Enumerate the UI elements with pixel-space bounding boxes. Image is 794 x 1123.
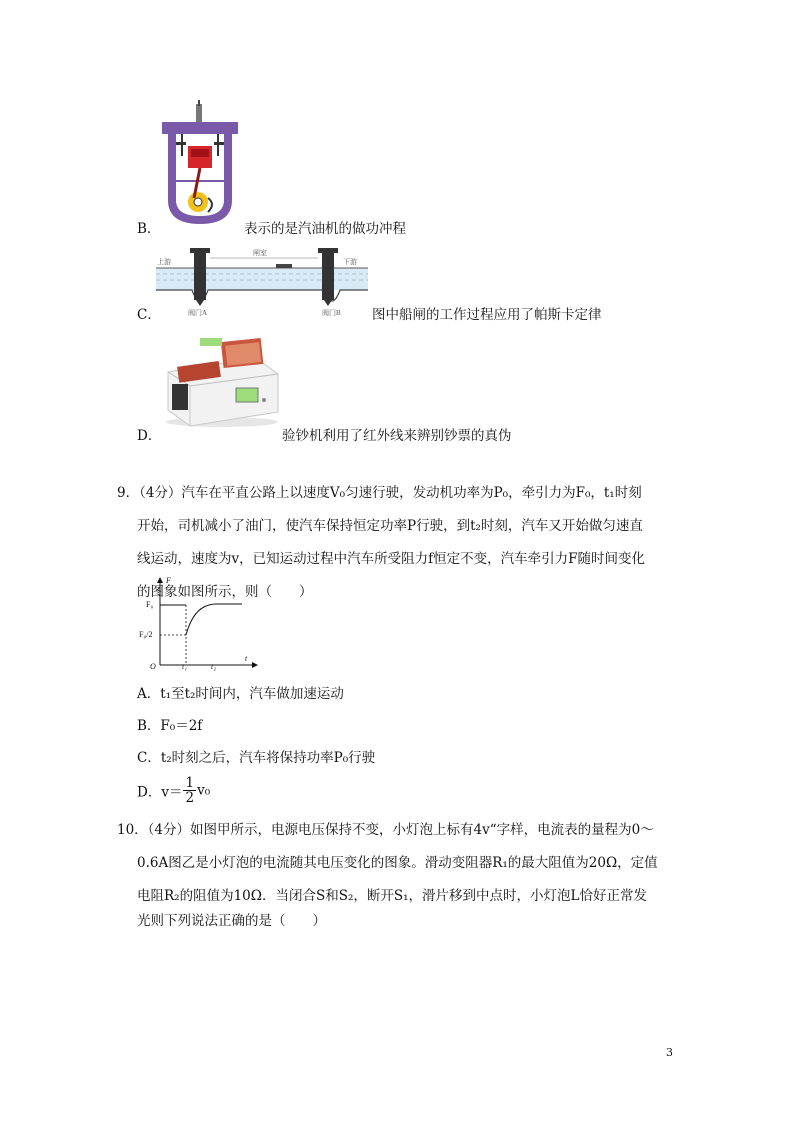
graph-t2-label: t₂ xyxy=(211,662,217,671)
graph-curve xyxy=(186,604,242,635)
q10-line-4: 光则下列说法正确的是（ ） xyxy=(137,913,326,929)
lock-downstream-label: 下游 xyxy=(343,258,357,266)
q10-line-3: 电阻R₂的阻值为10Ω．当闭合S和S₂，断开S₁，滑片移到中点时，小灯泡L恰好正常发 xyxy=(137,888,647,904)
q10-line-2: 0.6A图乙是小灯泡的电流随其电压变化的图象。滑动变阻器R₁的最大阻值为20Ω，定值 xyxy=(137,855,658,871)
graph-t1-label: t₁ xyxy=(182,662,188,671)
q9-option-d: D．v＝ $\frac{1}{2}$ v₀ xyxy=(137,775,211,806)
option-d-text: 验钞机利用了红外线来辨别钞票的真伪 xyxy=(282,428,512,444)
force-time-graph xyxy=(146,575,258,675)
graph-y-label: F xyxy=(166,576,171,585)
q9-option-c: C．t₂时刻之后，汽车将保持功率P₀行驶 xyxy=(137,750,376,766)
option-d-letter: D． xyxy=(137,428,162,444)
option-c-text: 图中船闸的工作过程应用了帕斯卡定律 xyxy=(372,307,602,323)
graph-origin-label: O xyxy=(150,662,156,671)
q9-option-a: A．t₁至t₂时间内，汽车做加速运动 xyxy=(137,686,344,702)
graph-x-label: t xyxy=(245,654,248,663)
q9-line-1: 9．（4分）汽车在平直公路上以速度V₀匀速行驶，发动机功率为P₀，牵引力为F₀，t₁时刻 xyxy=(117,485,642,501)
page-number: 3 xyxy=(666,1046,673,1059)
q9-option-b: B．F₀＝2f xyxy=(137,718,203,734)
lock-valve-b-label: 阀门B xyxy=(322,309,341,317)
fraction-half: $\frac{1}{2}$ xyxy=(185,775,195,806)
lock-upstream-label: 上游 xyxy=(157,258,171,266)
graph-f0-label: F₀ xyxy=(146,600,154,609)
money-detector-figure xyxy=(160,332,282,428)
lock-valve-a-label: 阀门A xyxy=(188,309,208,317)
graph-f0-half-label: F₀/2 xyxy=(139,630,153,639)
option-b-letter: B． xyxy=(137,221,161,237)
engine-stroke-figure xyxy=(158,100,242,228)
q9-line-3: 线运动，速度为v，已知运动过程中汽车所受阻力f恒定不变，汽车牵引力F随时间变化 xyxy=(137,551,645,567)
q10-line-1: 10．（4分）如图甲所示，电源电压保持不变，小灯泡上标有4v“字样，电流表的量程为0～ xyxy=(117,822,654,838)
q9-line-4: 的图象如图所示，则（ ） xyxy=(137,584,313,600)
lock-chamber-label: 闸室 xyxy=(253,249,267,257)
option-b-text: 表示的是汽油机的做功冲程 xyxy=(244,221,406,237)
option-c-letter: C． xyxy=(137,307,161,323)
q9-line-2: 开始，司机减小了油门，使汽车保持恒定功率P行驶，到t₂时刻，汽车又开始做匀速直 xyxy=(137,518,643,534)
